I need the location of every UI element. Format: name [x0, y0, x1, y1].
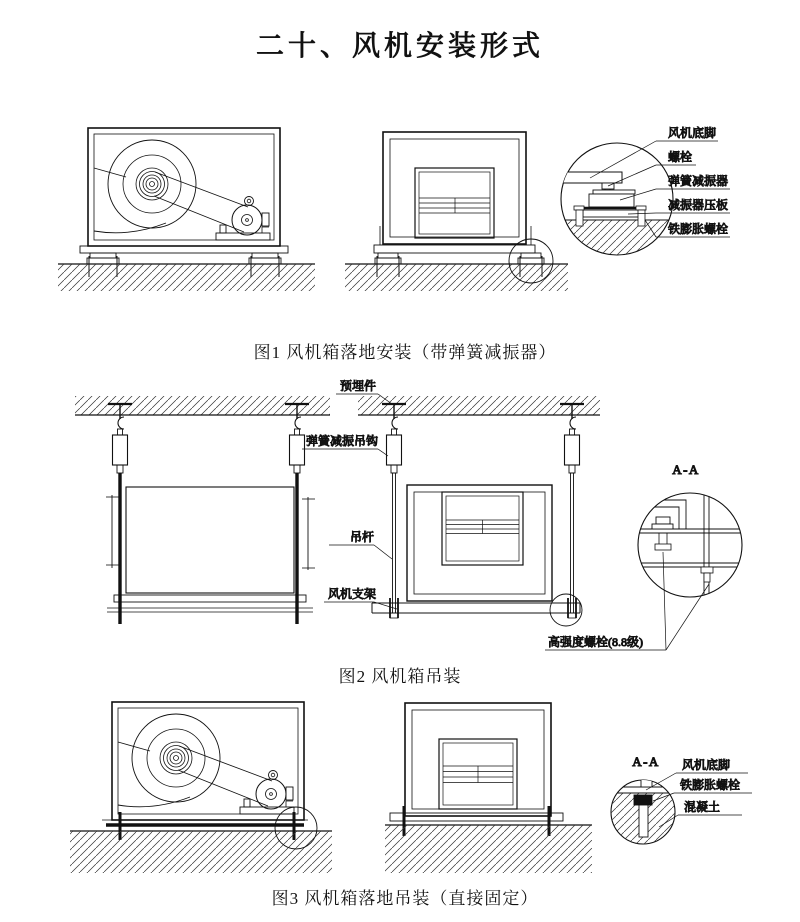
figure3-caption: 图3 风机箱落地吊装（直接固定）	[271, 889, 539, 908]
fig2-section-label: A-A	[672, 462, 700, 477]
fig1-label-bolt: 螺栓	[668, 150, 693, 164]
fig2-detail-reference-circle	[550, 594, 582, 626]
fig2-label-high-strength-bolt: 高强度螺栓(8.8级)	[548, 635, 643, 649]
fig2-label-embedded-part: 预埋件	[340, 379, 377, 393]
fig1-side-view	[58, 128, 315, 291]
fig1-label-spring-damper: 弹簧减振器	[668, 174, 729, 188]
fig1-label-expansion-bolt: 铁膨胀螺栓	[668, 222, 729, 236]
fig1-front-view	[345, 132, 568, 291]
fig1-detail-view	[558, 125, 730, 260]
page-title: 二十、风机安装形式	[255, 31, 544, 62]
fig3-label-fan-foot: 风机底脚	[682, 758, 731, 772]
fig3-section-label: A-A	[632, 754, 660, 769]
figure2-hanging-installation	[75, 378, 742, 650]
fig1-label-fan-foot: 风机底脚	[668, 126, 717, 140]
fig2-label-fan-bracket: 风机支架	[328, 587, 377, 601]
figure1-floor-installation	[58, 125, 730, 291]
figure3-direct-fixing	[70, 702, 752, 873]
figure1-caption: 图1 风机箱落地安装（带弹簧减振器）	[253, 343, 557, 362]
fig3-label-expansion-bolt: 铁膨胀螺栓	[680, 778, 741, 792]
fig3-front-view	[385, 703, 592, 873]
fig2-side-view	[75, 396, 330, 624]
fig3-label-concrete: 混凝土	[684, 800, 721, 814]
fig3-detail-view	[609, 754, 752, 847]
fig1-label-damper-plate: 减振器压板	[668, 198, 729, 212]
fig3-side-view	[70, 702, 332, 873]
fig2-label-hanger-rod: 吊杆	[350, 530, 375, 544]
fig2-detail-view	[545, 462, 742, 650]
fig2-label-spring-hook: 弹簧减振吊钩	[306, 434, 379, 448]
fig2-front-view	[358, 396, 600, 626]
figure2-caption: 图2 风机箱吊装	[338, 667, 462, 686]
